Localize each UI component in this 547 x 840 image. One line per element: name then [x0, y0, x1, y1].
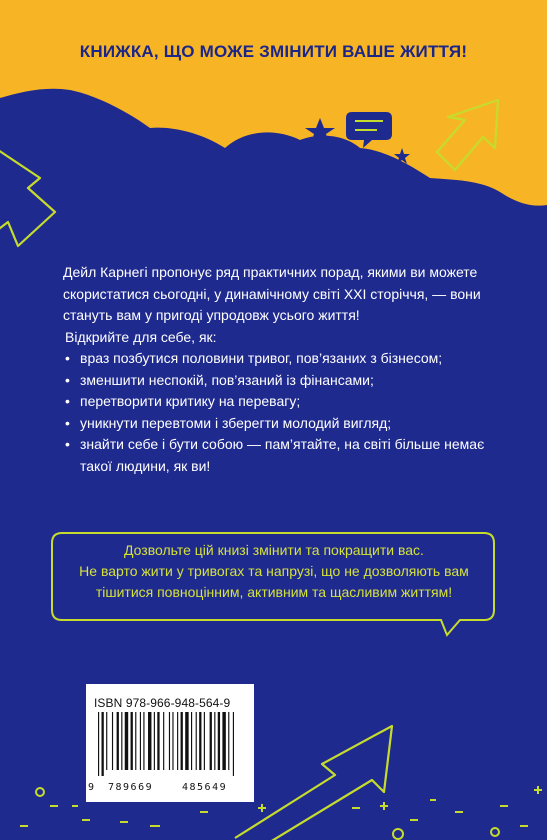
barcode-bar	[177, 712, 178, 770]
barcode-bar	[148, 712, 151, 770]
plus-icon	[380, 786, 542, 810]
barcode-bar	[191, 712, 192, 770]
callout-line-2: Не варто жити у тривогах та напрузі, що не дозволяють вам тішитися повноцінним, активним та щасливим життям!	[79, 563, 469, 600]
list-item: • уникнути перевтоми і зберегти молодий вигляд;	[63, 413, 493, 435]
barcode-bar	[98, 712, 99, 776]
barcode-bar	[106, 712, 107, 770]
headline: КНИЖКА, ЩО МОЖЕ ЗМІНИТИ ВАШЕ ЖИТТЯ!	[79, 42, 468, 61]
barcode-panel	[86, 684, 254, 802]
arrow-bottom-outline	[235, 726, 392, 840]
barcode-bar	[140, 712, 141, 770]
barcode	[96, 712, 244, 776]
barcode-left-digits: 789669	[108, 782, 154, 793]
barcode-bar	[218, 712, 220, 770]
barcode-bar	[112, 712, 113, 770]
barcode-bar	[196, 712, 197, 770]
barcode-bar	[125, 712, 128, 770]
list-item: • зменшити неспокій, пов’язаний із фінансами;	[63, 370, 493, 392]
barcode-bar	[222, 712, 225, 770]
barcode-bar	[117, 712, 119, 770]
list-lead: Відкрийте для себе, як:	[65, 328, 217, 345]
list-item: • перетворити критику на перевагу;	[63, 391, 493, 413]
barcode-bar	[233, 712, 234, 776]
barcode-bar	[210, 712, 212, 770]
arrow-left-outline	[0, 148, 55, 246]
barcode-bar	[169, 712, 170, 770]
barcode-bar	[157, 712, 159, 770]
barcode-right-digits: 485649	[182, 782, 228, 793]
star-icon	[459, 182, 481, 202]
callout-line-1: Дозвольте цій книзі змінити та покращити вас.	[124, 542, 424, 558]
description-block	[63, 262, 493, 477]
barcode-bar	[181, 712, 183, 770]
barcode-bar	[121, 712, 122, 770]
barcode-first-digit: 9	[88, 782, 96, 793]
benefits-list	[63, 348, 493, 477]
barcode-bar	[143, 712, 144, 770]
list-item: • враз позбутися половини тривог, пов’язаних з бізнесом;	[63, 348, 493, 370]
barcode-bar	[199, 712, 201, 770]
barcode-bar	[135, 712, 136, 770]
barcode-bar	[214, 712, 215, 770]
intro-paragraph: Дейл Карнегі пропонує ряд практичних порад, якими ви можете скористатися сьогодні, у динамічному світі XXI сторіччя, — вони стануть вам у пригоді упродовж усього життя!	[63, 264, 481, 323]
list-item: • знайти себе і бути собою — пам’ятайте, на світі більше немає такої людини, як ви!	[63, 434, 493, 477]
barcode-bar	[172, 712, 173, 770]
barcode-bar	[131, 712, 133, 770]
barcode-bar	[102, 712, 104, 776]
barcode-bar	[163, 712, 164, 770]
yellow-cloud-band	[0, 0, 547, 206]
barcode-bar	[185, 712, 188, 770]
barcode-bar	[154, 712, 155, 770]
barcode-bar	[228, 712, 229, 770]
callout-text	[68, 540, 480, 603]
barcode-bar	[204, 712, 205, 770]
isbn-label: ISBN 978-966-948-564-9	[94, 696, 231, 710]
